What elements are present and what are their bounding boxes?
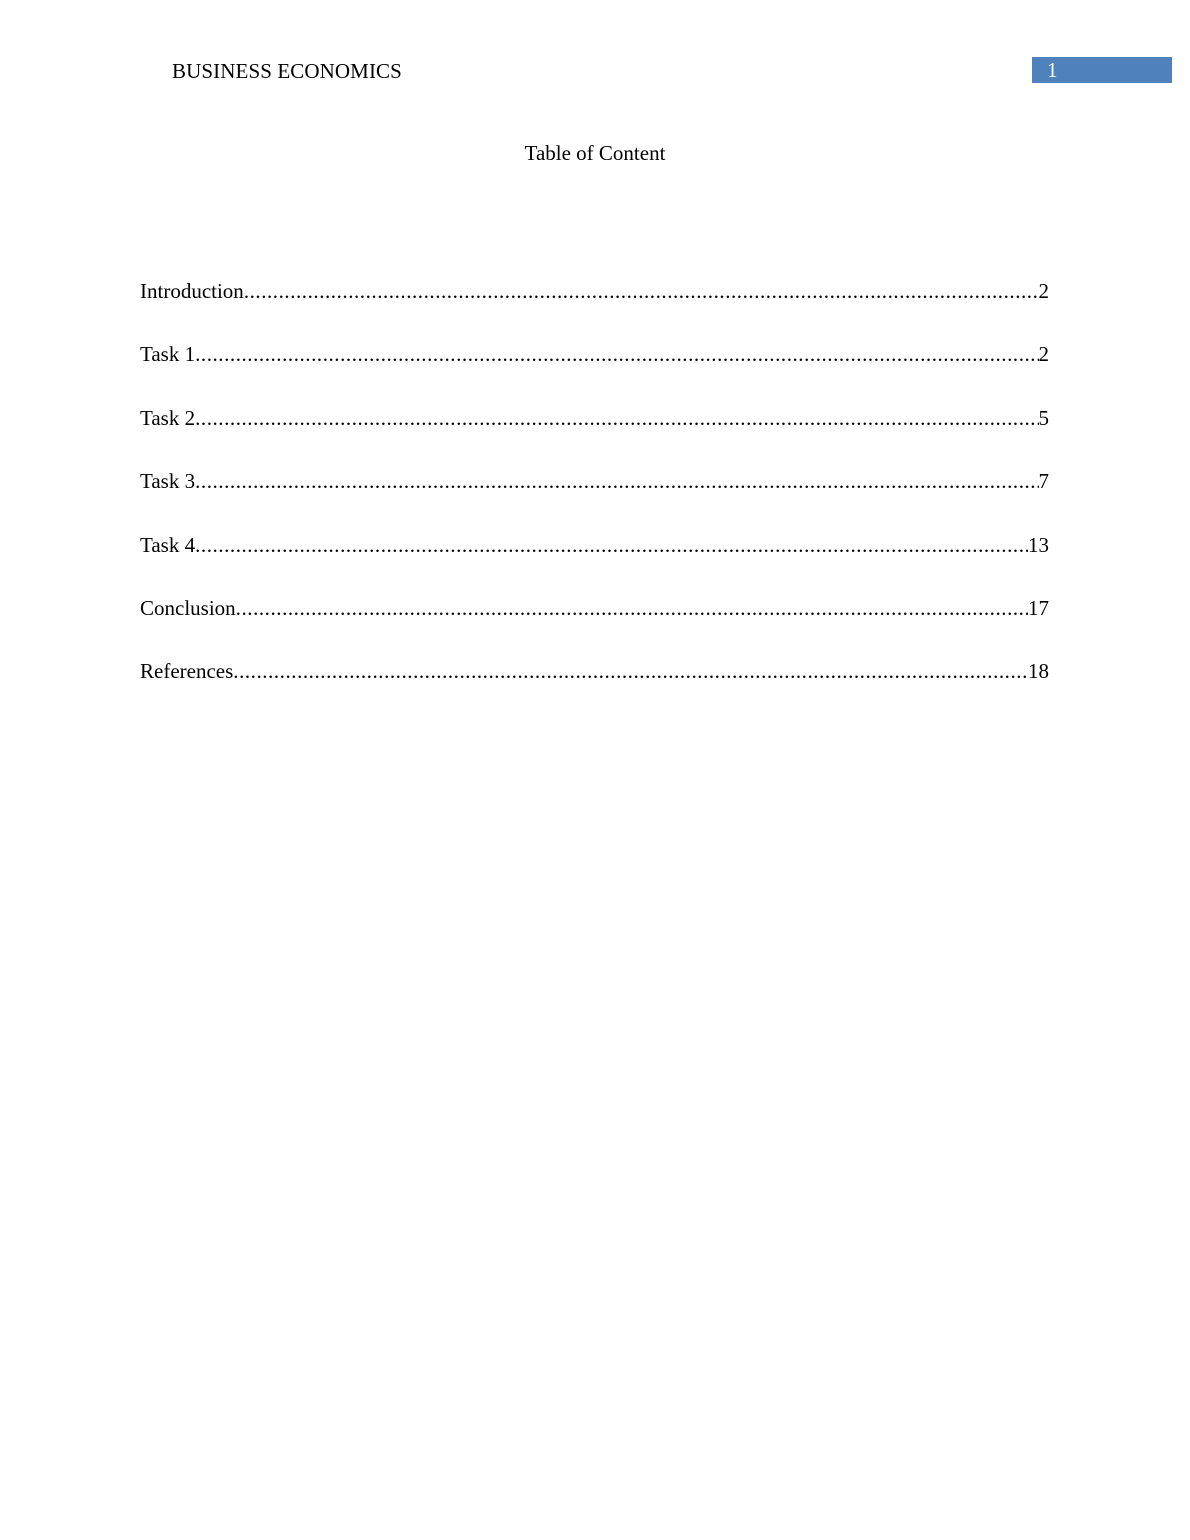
toc-entry-label: Task 2 <box>140 405 196 430</box>
toc-entry-introduction[interactable] <box>140 278 1049 341</box>
page-number-badge <box>1032 57 1172 83</box>
toc-entry-page: 2 <box>1038 279 1049 303</box>
toc-entry-label: Conclusion <box>140 595 236 620</box>
toc-dot-leader <box>195 468 1038 494</box>
toc-dot-leader <box>244 278 1039 304</box>
toc-entry-task-3[interactable] <box>140 468 1049 531</box>
toc-dot-leader <box>233 658 1028 684</box>
toc-entry-page: 7 <box>1038 469 1049 494</box>
toc-entry-references[interactable] <box>140 658 1049 721</box>
running-head: BUSINESS ECONOMICS <box>172 59 402 83</box>
toc-entry-label: Introduction <box>140 279 244 303</box>
toc-entry-label: Task 1 <box>140 342 196 367</box>
toc-entry-label: Task 4 <box>140 532 196 557</box>
table-of-contents <box>140 278 1049 722</box>
page-number: 1 <box>1047 58 1058 82</box>
toc-entry-page: 17 <box>1028 595 1049 620</box>
toc-entry-conclusion[interactable] <box>140 595 1049 658</box>
toc-entry-page: 5 <box>1038 405 1049 430</box>
toc-title: Table of Content <box>524 141 666 165</box>
toc-entry-page: 18 <box>1028 659 1049 684</box>
toc-dot-leader <box>195 341 1038 367</box>
toc-dot-leader <box>195 532 1028 558</box>
toc-entry-label: Task 3 <box>140 469 196 494</box>
toc-entry-task-4[interactable] <box>140 532 1049 595</box>
toc-dot-leader <box>195 405 1038 431</box>
toc-entry-label: References <box>140 659 234 684</box>
toc-entry-task-1[interactable] <box>140 341 1049 404</box>
toc-entry-page: 2 <box>1038 342 1049 367</box>
toc-dot-leader <box>236 595 1028 621</box>
toc-entry-page: 13 <box>1028 532 1049 557</box>
toc-entry-task-2[interactable] <box>140 405 1049 468</box>
